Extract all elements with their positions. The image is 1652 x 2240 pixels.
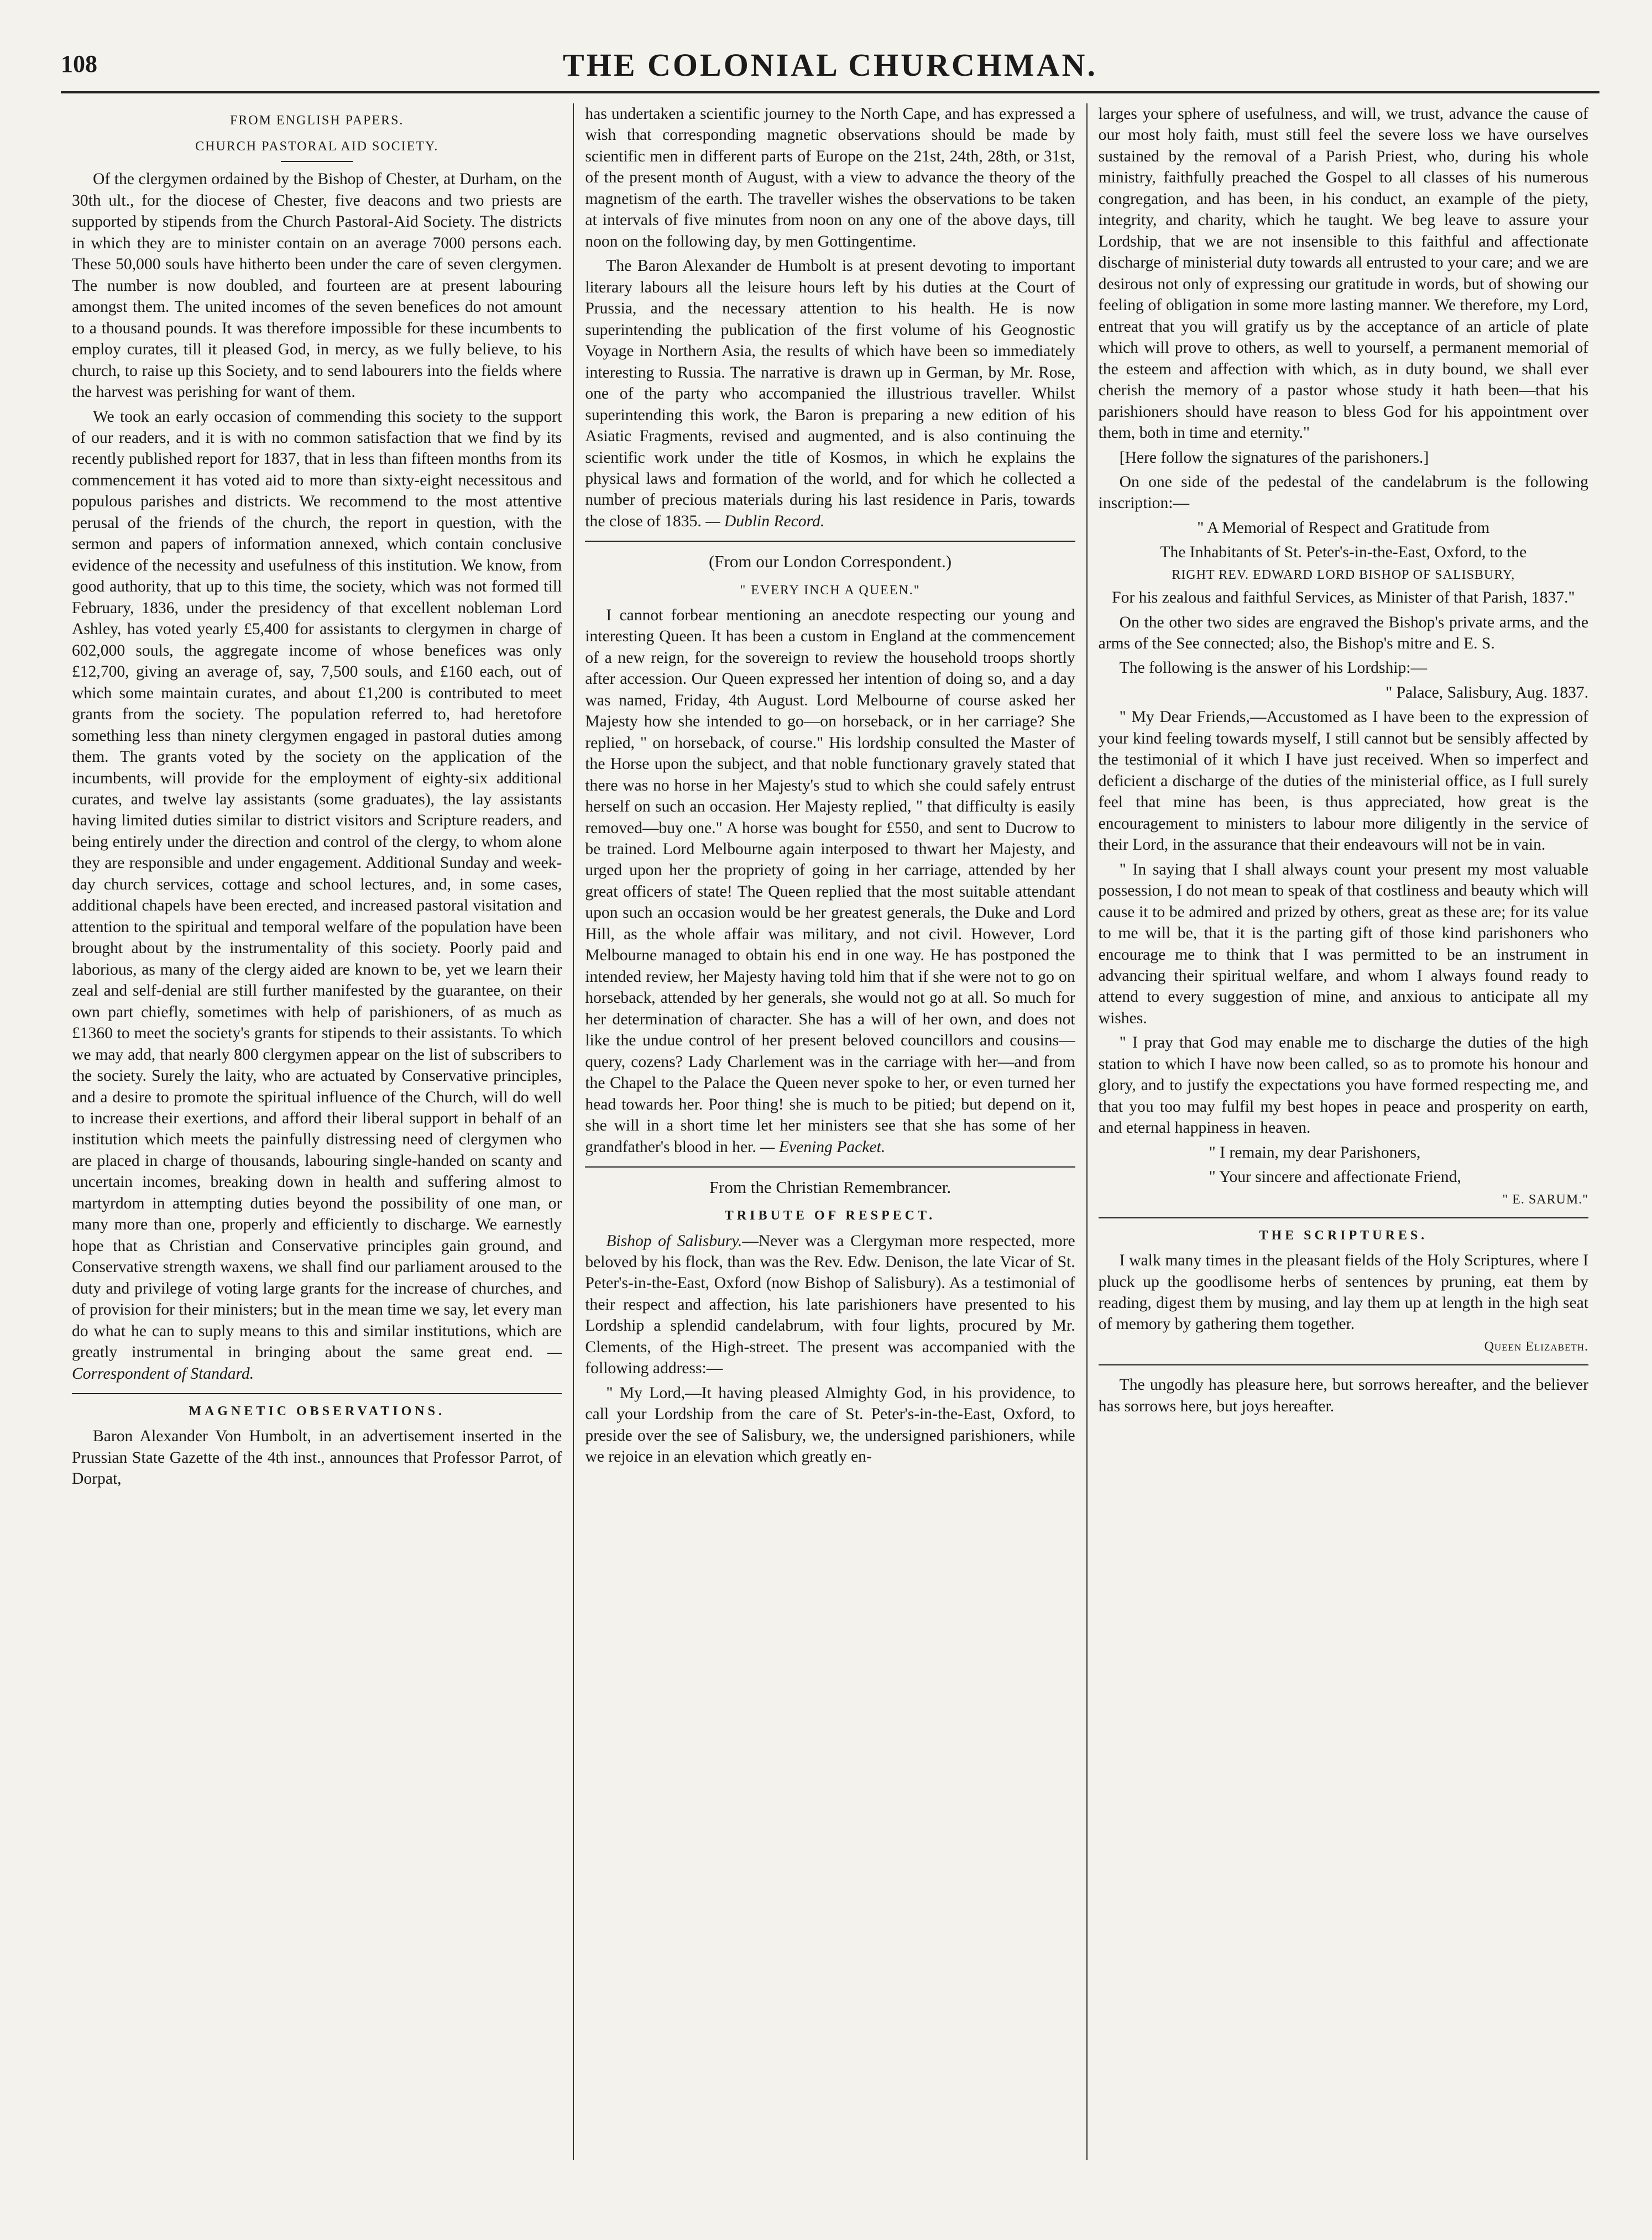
inscription-line: The Inhabitants of St. Peter's-in-the-East, Oxford, to the: [1160, 543, 1527, 562]
inscription-line: " A Memorial of Respect and Gratitude from: [1197, 519, 1490, 537]
paragraph: [585, 255, 1075, 532]
columns: [61, 103, 1599, 2160]
paragraph: has undertaken a scientific journey to the North Cape, and has expressed a wish that corresponding magnetic observations should be made by scientific men in different parts of Europe on the 21st, 24th, 28th, or 31st, of the present month of August, with a view to advance the theory of the magnetism of the earth. The traveller wishes the observations to be taken at intervals of five minutes from noon on any one of the above days, till noon on the following day, by men Gottingentime.: [585, 105, 1075, 250]
paragraph: [585, 605, 1075, 1158]
column-2: [573, 103, 1086, 2160]
column-3: [1086, 103, 1599, 2160]
signature: " E. SARUM.": [1502, 1192, 1588, 1207]
paragraph: On one side of the pedestal of the candelabrum is the following inscription:—: [1098, 473, 1588, 512]
paragraph: [72, 406, 562, 1385]
paragraph: " I pray that God may enable me to discharge the duties of the high station to which I have now been called, so as to promote his honour and glory, and to justify the expectations you have formed respecting me, and that you too may fulfil my best hopes in peace and prosperity on earth, and eternal happiness in heaven.: [1098, 1034, 1588, 1137]
divider: [1099, 1364, 1588, 1365]
paragraph: Of the clergymen ordained by the Bishop of Chester, at Durham, on the 30th ult., for the diocese of Chester, five deacons and two priests are supported by stipends from the Church Pastoral-Aid Society. The districts in which they are to minister contain on an average 7000 persons each. These 50,000 souls have hitherto been under the care of seven clergymen. The number is now doubled, and fourteen are at present labouring amongst them. The united incomes of the seven benefices do not amount to a thousand pounds. It was therefore impossible for these incumbents to employ curates, till it pleased God, in mercy, as we fully believe, to his church, to raise up this Society, and to send labourers into the fields where the harvest was perishing for want of them.: [72, 170, 562, 401]
paragraph-body: The Baron Alexander de Humbolt is at present devoting to important literary labours all the leisure hours left by his duties at the Court of Prussia, and the necessary attention to his health. He is now superintending the publication of the first volume of his Geognostic Voyage in Northern Asia, the results of which have been so immediately interesting to Russia. The narrative is drawn up in German, by Mr. Rose, one of the party who accompanied the illustrious traveller. Whilst superintending this work, the Baron is preparing a new edition of his Asiatic Fragments, revised and augmented, and is also continuing the scientific work under the title of Kosmos, in which he explains the physical laws and formation of the world, and for which he collected a number of precious materials during his last residence in Paris, towards the close of 1835.: [585, 257, 1075, 530]
section-label: FROM ENGLISH PAPERS.: [229, 113, 404, 128]
source-credit: — Correspondent of Standard.: [72, 1343, 562, 1383]
divider: [281, 161, 353, 162]
source-credit: Queen Elizabeth.: [1484, 1339, 1588, 1354]
paragraph-body: We took an early occasion of commending this society to the support of our readers, and it is with no common satisfaction that we find by its recently published report for 1837, that in less than fifteen months from its commencement it has voted aid to more than sixty-eight necessitous and populous parishes and districts. We recommend to the most attentive perusal of the friends of the church, the report in question, with the sermon and papers of information annexed, which contain conclusive evidence of the necessity and usefulness of this institution. We know, from good authority, that up to this time, the society, which was not formed till February, 1836, under the presidency of that excellent nobleman Lord Ashley, has voted yearly £5,400 for assistants to clergymen in charge of 602,000 souls, the aggregate income of whose benefices was only £12,700, giving an average of, say, 7,500 souls, and £160 each, out of which some maintain curates, and about £1,200 is contributed to meet grants from the society. The population referred to, had heretofore something less than ninety clergymen engaged in pastoral duties among them. The grants voted by the society on the application of the incumbents, will provide for the employment of eighty-six additional curates, and twelve lay assistants (some graduates), the lay assistants having limited duties similar to district visitors and Scripture readers, and being entirely under the direction and control of the clergy, to whom alone they are responsible and under engagement. Additional Sunday and week-day church services, cottage and school lectures, and, in some cases, additional chapels have been erected, and increased pastoral visitation and attention to the spiritual and temporal welfare of the population have been brought about by the instrumentality of this society. Poorly paid and laborious, as many of the clergy aided are known to be, yet we learn their zeal and self-denial are still further manifested by the guarantee, on their own part chiefly, sometimes with help of parishioners, of as much as £1360 to meet the society's grants for stipends to their assistants. To which we may add, that nearly 800 clergymen appear on the list of subscribers to the society. Surely the laity, who are actuated by Conservative principles, and a desire to promote the spiritual influence of the Church, will do well to increase their exertions, and afford their liberal support in behalf of an institution which meets the painfully distressing need of clergymen who are placed in charge of thousands, labouring single-handed on scanty and uncertain incomes, breaking down in health and suffering almost to martyrdom in attempting duties beyond the possibility of one man, or many more than one, properly and efficiently to discharge. We earnestly hope that as Christian and Conservative principles gain ground, and Conservative strength waxens, we shall find our parliament aroused to the duty and privilege of voting large grants for the increase of churches, and of provision for their ministers; but in the mean time we say, let every man do what he can to suply means to this and similar institutions, which are greatly instrumental in bringing about the same great end.: [72, 407, 562, 1362]
closing-line: " I remain, my dear Parishoners,: [1209, 1143, 1421, 1161]
paragraph: " My Lord,—It having pleased Almighty God, in his providence, to call your Lordship from the care of St. Peter's-in-the-East, Oxford, to preside over the see of Salisbury, we, the undersigned parishioners, while we rejoice in an elevation which greatly en-: [585, 1384, 1075, 1466]
paragraph: Baron Alexander Von Humbolt, in an advertisement inserted in the Prussian State Gazette of the 4th inst., announces that Professor Parrot, of Dorpat,: [72, 1427, 562, 1488]
page-number: 108: [61, 50, 97, 77]
paragraph: On the other two sides are engraved the Bishop's private arms, and the arms of the See connected; also, the Bishop's mitre and E. S.: [1098, 613, 1588, 652]
article-heading-magnetic: MAGNETIC OBSERVATIONS.: [189, 1404, 445, 1419]
article-heading-scriptures: THE SCRIPTURES.: [1259, 1228, 1428, 1243]
paragraph: The following is the answer of his Lordship:—: [1119, 659, 1428, 677]
divider: [585, 541, 1075, 542]
divider: [72, 1393, 562, 1394]
article-heading-remembrancer: From the Christian Remembrancer.: [709, 1177, 952, 1197]
divider: [585, 1166, 1075, 1168]
inscription-line: RIGHT REV. EDWARD LORD BISHOP OF SALISBURY,: [1172, 567, 1515, 582]
dateline: " Palace, Salisbury, Aug. 1837.: [1386, 683, 1588, 702]
newspaper-title: THE COLONIAL CHURCHMAN.: [563, 47, 1097, 83]
paragraph: [585, 1231, 1075, 1379]
paragraph: [Here follow the signatures of the parishoners.]: [1119, 448, 1429, 467]
article-subheading-tribute: TRIBUTE OF RESPECT.: [724, 1208, 936, 1223]
paragraph-body: I cannot forbear mentioning an anecdote respecting our young and interesting Queen. It has been a custom in England at the commencement of a new reign, for the sovereign to review the household troops shortly after accession. Our Queen expressed her intention of doing so, and a day was named, Friday, 4th August. Lord Melbourne of course asked her Majesty how she intended to go—on horseback, or in her carriage? She replied, " on horseback, of course." His lordship consulted the Master of the Horse upon the subject, and that noble functionary gravely stated that there was no horse in her Majesty's stud to which she could safely entrust herself on such an occasion. Her Majesty replied, " that difficulty is easily removed—buy one." A horse was bought for £550, and sent to Ducrow to be trained. Lord Melbourne again interposed to thwart her Majesty, and urged upon her the propriety of going in her carriage, attended by her great officers of state! The Queen replied that the most suitable attendant upon such an occasion would be her greatest generals, the Duke and Lord Hill, as the whole affair was military, and not civil. However, Lord Melbourne managed to obtain his end in one way. He has postponed the intended review, her Majesty having told him that if she were not to go on horseback, attended by her generals, she would not go at all. So much for her determination of character. She has a will of her own, and does not like the undue control of her present beloved councillors and cousins—query, cozens? Lady Charlement was in the carriage with her—and from the Chapel to the Palace the Queen never spoke to her, or even turned her head towards her. Poor thing! she is much to be pitied; but depend on it, she will in a short time let her ministers see that she has some of her grandfather's blood in her.: [585, 606, 1075, 1156]
paragraph-body: —Never was a Clergyman more respected, more beloved by his flock, than was the Rev. Edw. Denison, the late Vicar of St. Peter's-in-the-East, Oxford (now Bishop of Salisbury). As a testimonial of their respect and affection, his late parishioners have presented to his Lordship a splendid candelabrum, with four lights, procured by Mr. Clements, of the High-street. The present was accompanied with the following address:—: [585, 1232, 1075, 1378]
paragraph: I walk many times in the pleasant fields of the Holy Scriptures, where I pluck up the goodlisome herbs of sentences by pruning, eat them by reading, digest them by musing, and lay them up at length in the high seat of memory by gathering them together.: [1098, 1252, 1588, 1333]
paragraph: The ungodly has pleasure here, but sorrows hereafter, and the believer has sorrows here, but joys hereafter.: [1098, 1376, 1588, 1415]
article-heading-pastoral-aid: CHURCH PASTORAL AID SOCIETY.: [195, 139, 439, 154]
column-1: [61, 103, 573, 2160]
paragraph: " In saying that I shall always count your present my most valuable possession, I do not mean to speak of that costliness and beauty which will cause it to be admired and prized by others, great as these are; for its value to me will be, that it is the parting gift of those kind parishoners who encourage me to think that I was permitted to be an instrument in advancing their spiritual welfare, and whom I always found ready to attend to every suggestion of mine, and anxious to anticipate all my wishes.: [1098, 860, 1588, 1027]
paragraph: larges your sphere of usefulness, and will, we trust, advance the cause of our most holy faith, must still feel the severe loss we have ourselves sustained by the removal of a Parish Priest, who, during his whole ministry, faithfully preached the Gospel to all classes of his numerous congregation, and has been, in his conduct, an example of the piety, integrity, and charity, which he taught. We beg leave to assure your Lordship, that we are not insensible to this faithful and affectionate discharge of ministerial duty towards all entrusted to your care; and we are desirous not only of expressing our gratitude in words, but of showing our feeling of obligation in some more lasting manner. We therefore, my Lord, entreat that you will gratify us by the acceptance of an article of plate which will prove to others, as well to yourself, a permanent memorial of the esteem and affection with which, as in duty bound, we shall ever cherish the memory of a pastor whose study it hath been—that his parishioners should have reason to bless God for his appointment over them, both in time and eternity.": [1098, 105, 1588, 442]
inscription-line: For his zealous and faithful Services, as Minister of that Parish, 1837.": [1112, 589, 1575, 607]
closing-line: " Your sincere and affectionate Friend,: [1209, 1168, 1461, 1186]
paragraph: " My Dear Friends,—Accustomed as I have been to the expression of your kind feeling towards myself, I still cannot but be sensibly affected by the testimonial of it which I have just received. When so imperfect and deficient a discharge of the duties of the ministerial office, as I full surely feel that mine has been, is thus appreciated, how great is the encouragement to ministers to labour more diligently in the service of their Lord, in the assurance that their endeavours will not be in vain.: [1098, 708, 1588, 854]
article-subheading-queen: " EVERY INCH A QUEEN.": [740, 583, 921, 598]
masthead: [61, 39, 1599, 93]
article-heading-correspondent: (From our London Correspondent.): [708, 552, 952, 572]
source-credit: — Dublin Record.: [705, 512, 825, 530]
source-credit: — Evening Packet.: [760, 1138, 886, 1156]
paragraph-lead: Bishop of Salisbury.: [606, 1232, 743, 1250]
divider: [1099, 1217, 1588, 1218]
